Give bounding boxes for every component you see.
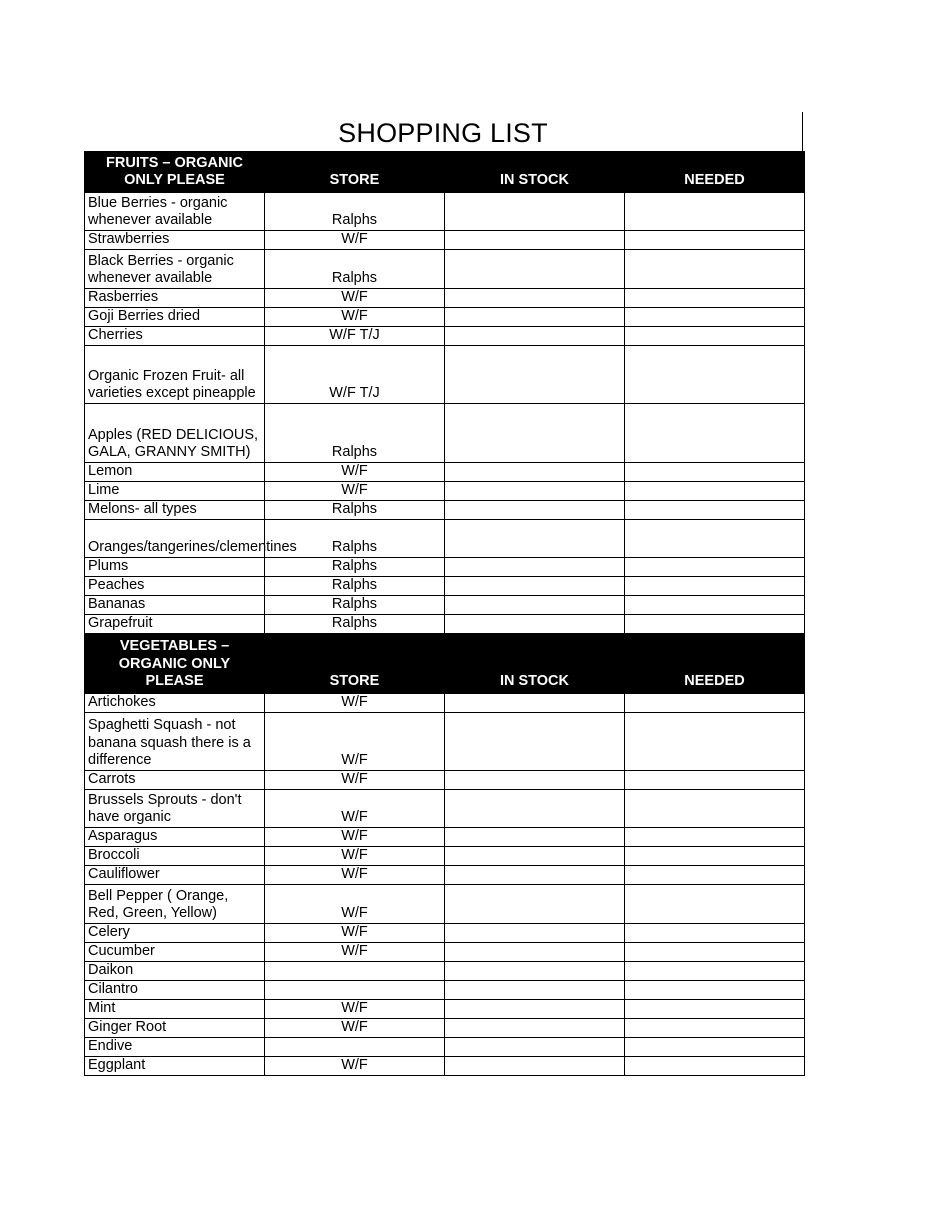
store-cell: W/F <box>265 289 445 308</box>
item-name-cell: Strawberries <box>85 231 265 250</box>
item-name-cell: Organic Frozen Fruit- all varieties except pineapple <box>85 346 265 404</box>
table-row <box>85 1019 805 1038</box>
table-row <box>85 501 805 520</box>
in-stock-column-header: IN STOCK <box>445 634 625 694</box>
shopping-table <box>84 151 805 1076</box>
store-cell: W/F <box>265 771 445 790</box>
needed-cell[interactable] <box>625 501 805 520</box>
item-name-cell: Celery <box>85 924 265 943</box>
table-body <box>85 152 805 1076</box>
store-cell: W/F <box>265 1019 445 1038</box>
store-cell: Ralphs <box>265 558 445 577</box>
store-cell: W/F T/J <box>265 327 445 346</box>
in-stock-cell[interactable] <box>445 1038 625 1057</box>
in-stock-cell[interactable] <box>445 193 625 231</box>
needed-cell[interactable] <box>625 250 805 289</box>
item-name-cell: Cherries <box>85 327 265 346</box>
store-cell: W/F <box>265 828 445 847</box>
needed-cell[interactable] <box>625 193 805 231</box>
store-cell: W/F <box>265 463 445 482</box>
in-stock-cell[interactable] <box>445 308 625 327</box>
item-name-cell: Artichokes <box>85 694 265 713</box>
needed-cell[interactable] <box>625 847 805 866</box>
section-header-row <box>85 634 805 694</box>
table-row <box>85 482 805 501</box>
item-name-cell: Bell Pepper ( Orange, Red, Green, Yellow) <box>85 885 265 924</box>
table-row <box>85 289 805 308</box>
in-stock-column-header: IN STOCK <box>445 152 625 193</box>
item-name-cell: Ginger Root <box>85 1019 265 1038</box>
store-cell: W/F <box>265 847 445 866</box>
store-cell: W/F <box>265 943 445 962</box>
needed-cell[interactable] <box>625 558 805 577</box>
item-name-cell: Apples (RED DELICIOUS, GALA, GRANNY SMITH) <box>85 404 265 463</box>
needed-cell[interactable] <box>625 482 805 501</box>
in-stock-cell[interactable] <box>445 482 625 501</box>
store-cell: Ralphs <box>265 577 445 596</box>
in-stock-cell[interactable] <box>445 231 625 250</box>
table-row <box>85 1038 805 1057</box>
table-row <box>85 790 805 828</box>
store-cell: W/F <box>265 866 445 885</box>
table-row <box>85 615 805 634</box>
category-header: VEGETABLES – ORGANIC ONLY PLEASE <box>85 634 265 694</box>
item-name-cell: Daikon <box>85 962 265 981</box>
item-name-cell: Black Berries - organic whenever available <box>85 250 265 289</box>
in-stock-cell[interactable] <box>445 520 625 558</box>
store-cell: W/F <box>265 308 445 327</box>
store-cell: W/F T/J <box>265 346 445 404</box>
shopping-list-sheet <box>84 112 803 1076</box>
needed-cell[interactable] <box>625 577 805 596</box>
needed-cell[interactable] <box>625 866 805 885</box>
table-row <box>85 520 805 558</box>
in-stock-cell[interactable] <box>445 885 625 924</box>
table-row <box>85 308 805 327</box>
table-row <box>85 981 805 1000</box>
store-cell <box>265 1038 445 1057</box>
table-row <box>85 713 805 771</box>
in-stock-cell[interactable] <box>445 327 625 346</box>
in-stock-cell[interactable] <box>445 404 625 463</box>
item-name-cell: Plums <box>85 558 265 577</box>
needed-cell[interactable] <box>625 981 805 1000</box>
needed-cell[interactable] <box>625 924 805 943</box>
store-cell: W/F <box>265 1000 445 1019</box>
store-cell: W/F <box>265 1057 445 1076</box>
table-row <box>85 847 805 866</box>
store-cell: Ralphs <box>265 615 445 634</box>
in-stock-cell[interactable] <box>445 615 625 634</box>
store-cell: Ralphs <box>265 193 445 231</box>
table-row <box>85 404 805 463</box>
item-name-cell: Oranges/tangerines/clementines <box>85 520 265 558</box>
item-name-cell: Mint <box>85 1000 265 1019</box>
in-stock-cell[interactable] <box>445 501 625 520</box>
needed-cell[interactable] <box>625 520 805 558</box>
store-cell: W/F <box>265 231 445 250</box>
table-row <box>85 346 805 404</box>
store-cell: Ralphs <box>265 250 445 289</box>
table-row <box>85 924 805 943</box>
needed-cell[interactable] <box>625 885 805 924</box>
store-cell: Ralphs <box>265 404 445 463</box>
table-row <box>85 962 805 981</box>
in-stock-cell[interactable] <box>445 924 625 943</box>
item-name-cell: Endive <box>85 1038 265 1057</box>
table-row <box>85 771 805 790</box>
needed-cell[interactable] <box>625 346 805 404</box>
section-header-row <box>85 152 805 193</box>
item-name-cell: Spaghetti Squash - not banana squash there is a difference <box>85 713 265 771</box>
item-name-cell: Cilantro <box>85 981 265 1000</box>
store-column-header: STORE <box>265 634 445 694</box>
needed-cell[interactable] <box>625 1000 805 1019</box>
store-cell: Ralphs <box>265 501 445 520</box>
table-row <box>85 577 805 596</box>
in-stock-cell[interactable] <box>445 713 625 771</box>
table-row <box>85 250 805 289</box>
store-cell <box>265 962 445 981</box>
needed-cell[interactable] <box>625 713 805 771</box>
needed-cell[interactable] <box>625 596 805 615</box>
needed-cell[interactable] <box>625 1019 805 1038</box>
in-stock-cell[interactable] <box>445 847 625 866</box>
table-row <box>85 558 805 577</box>
item-name-cell: Cauliflower <box>85 866 265 885</box>
item-name-cell: Asparagus <box>85 828 265 847</box>
item-name-cell: Melons- all types <box>85 501 265 520</box>
page-title: SHOPPING LIST <box>338 118 548 148</box>
table-row <box>85 694 805 713</box>
in-stock-cell[interactable] <box>445 1019 625 1038</box>
store-cell: W/F <box>265 694 445 713</box>
needed-cell[interactable] <box>625 790 805 828</box>
in-stock-cell[interactable] <box>445 694 625 713</box>
table-row <box>85 193 805 231</box>
in-stock-cell[interactable] <box>445 577 625 596</box>
store-column-header: STORE <box>265 152 445 193</box>
in-stock-cell[interactable] <box>445 346 625 404</box>
needed-column-header: NEEDED <box>625 152 805 193</box>
needed-cell[interactable] <box>625 289 805 308</box>
item-name-cell: Grapefruit <box>85 615 265 634</box>
item-name-cell: Blue Berries - organic whenever available <box>85 193 265 231</box>
item-name-cell: Carrots <box>85 771 265 790</box>
title-row <box>84 112 803 151</box>
store-cell: Ralphs <box>265 520 445 558</box>
item-name-cell: Brussels Sprouts - don't have organic <box>85 790 265 828</box>
in-stock-cell[interactable] <box>445 828 625 847</box>
store-cell: W/F <box>265 713 445 771</box>
needed-cell[interactable] <box>625 615 805 634</box>
needed-cell[interactable] <box>625 1038 805 1057</box>
in-stock-cell[interactable] <box>445 463 625 482</box>
needed-cell[interactable] <box>625 404 805 463</box>
needed-cell[interactable] <box>625 943 805 962</box>
item-name-cell: Bananas <box>85 596 265 615</box>
item-name-cell: Cucumber <box>85 943 265 962</box>
needed-cell[interactable] <box>625 308 805 327</box>
item-name-cell: Eggplant <box>85 1057 265 1076</box>
store-cell: W/F <box>265 924 445 943</box>
item-name-cell: Goji Berries dried <box>85 308 265 327</box>
needed-cell[interactable] <box>625 231 805 250</box>
table-row <box>85 231 805 250</box>
table-row <box>85 885 805 924</box>
in-stock-cell[interactable] <box>445 1000 625 1019</box>
in-stock-cell[interactable] <box>445 558 625 577</box>
needed-cell[interactable] <box>625 1057 805 1076</box>
table-row <box>85 463 805 482</box>
needed-cell[interactable] <box>625 771 805 790</box>
item-name-cell: Peaches <box>85 577 265 596</box>
store-cell: W/F <box>265 482 445 501</box>
needed-cell[interactable] <box>625 463 805 482</box>
needed-cell[interactable] <box>625 962 805 981</box>
in-stock-cell[interactable] <box>445 771 625 790</box>
in-stock-cell[interactable] <box>445 981 625 1000</box>
item-name-cell: Rasberries <box>85 289 265 308</box>
in-stock-cell[interactable] <box>445 866 625 885</box>
needed-column-header: NEEDED <box>625 634 805 694</box>
table-row <box>85 1000 805 1019</box>
in-stock-cell[interactable] <box>445 962 625 981</box>
store-cell: Ralphs <box>265 596 445 615</box>
in-stock-cell[interactable] <box>445 943 625 962</box>
needed-cell[interactable] <box>625 327 805 346</box>
needed-cell[interactable] <box>625 694 805 713</box>
table-row <box>85 943 805 962</box>
table-row <box>85 596 805 615</box>
table-row <box>85 828 805 847</box>
table-row <box>85 1057 805 1076</box>
item-name-cell: Lime <box>85 482 265 501</box>
item-name-cell: Broccoli <box>85 847 265 866</box>
in-stock-cell[interactable] <box>445 1057 625 1076</box>
table-row <box>85 327 805 346</box>
in-stock-cell[interactable] <box>445 790 625 828</box>
store-cell <box>265 981 445 1000</box>
needed-cell[interactable] <box>625 828 805 847</box>
in-stock-cell[interactable] <box>445 596 625 615</box>
table-row <box>85 866 805 885</box>
category-header: FRUITS – ORGANIC ONLY PLEASE <box>85 152 265 193</box>
store-cell: W/F <box>265 790 445 828</box>
item-name-cell: Lemon <box>85 463 265 482</box>
store-cell: W/F <box>265 885 445 924</box>
in-stock-cell[interactable] <box>445 289 625 308</box>
in-stock-cell[interactable] <box>445 250 625 289</box>
